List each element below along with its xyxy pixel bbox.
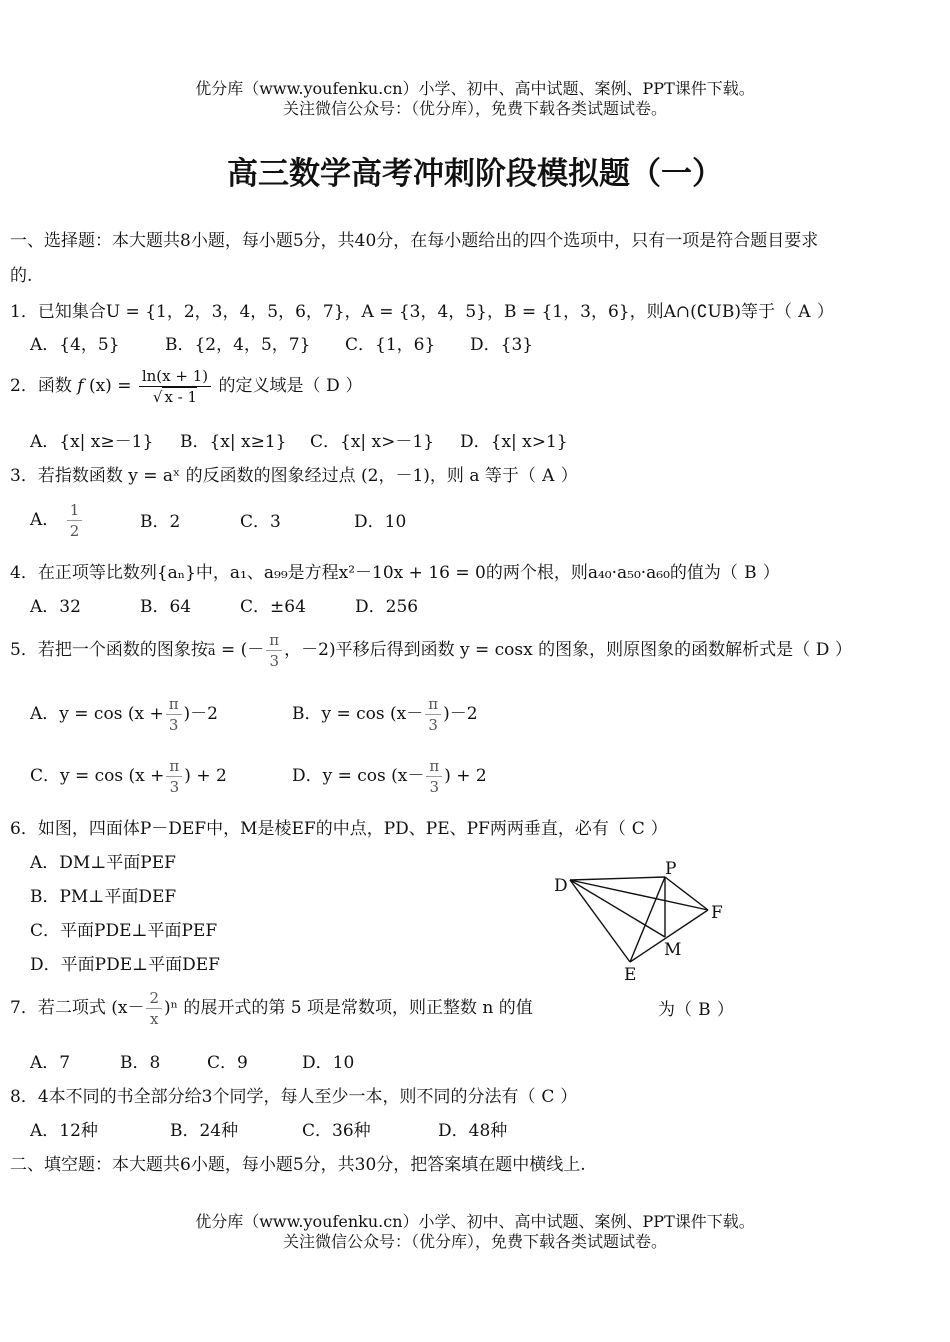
q5-stem-c: ，－2)平移后得到函数 y = cosx 的图象，则原图象的函数解析式是（ [284,640,811,660]
q2-fraction [139,366,211,407]
q4-option-c: C．±64 [240,597,306,617]
q7-denominator: x [146,1008,162,1029]
q7-stem-a: 7．若二项式 (x－ [10,998,145,1018]
q5-option-c-pre: C．y = cos (x + [30,766,165,786]
q5-option-d-three: 3 [426,776,442,797]
q1-stem-text: 1．已知集合U = {1，2，3，4，5，6，7}，A = {3，4，5}，B = {1，3，6}，则A∩(∁UB)等于（ [10,302,792,322]
q5-option-c-three: 3 [166,776,182,797]
q5-three: 3 [266,650,282,671]
q2-option-a: A．{x| x≥－1} [30,432,154,452]
q1-answer: A [798,302,811,322]
q3-option-d: D．10 [354,512,407,532]
q4-stem [10,562,780,584]
q1-stem-close: ） [816,302,834,322]
header-line-2: 关注微信公众号：（优分库），免费下载各类试题试卷。 [282,99,667,118]
q8-option-d: D．48种 [438,1121,508,1141]
q6-option-d: D．平面PDE⊥平面DEF [30,955,220,975]
q7-stem-close: ） [716,1000,734,1020]
q5-option-d [292,756,487,797]
q8-option-c: C．36种 [302,1121,371,1141]
q3-option-a-den: 2 [67,520,83,541]
q7-answer: B [698,1000,711,1020]
q8-stem-close: ） [560,1087,578,1107]
q2-fname: f [77,376,84,396]
q2-prefix: 2．函数 [10,376,72,396]
q5-stem [10,630,852,671]
q5-stem-close: ） [834,640,852,660]
header-line-1: 优分库（www.youfenku.cn）小学、初中、高中试题、案例、PPT课件下载。 [195,79,755,98]
q8-answer: C [541,1087,555,1107]
q3-answer: A [542,466,555,486]
q6-stem-text: 6．如图，四面体P－DEF中，M是棱EF的中点，PD、PE、PF两两垂直，必有（ [10,819,626,839]
q6-option-c: C．平面PDE⊥平面PEF [30,921,218,941]
q3-option-a [30,500,84,541]
q5-pi: π [269,631,280,649]
q5-option-b-three: 3 [425,714,441,735]
label-f: F [711,903,723,923]
q2-option-c: C．{x| x>－1} [310,432,435,452]
q7-fraction [146,988,162,1029]
q5-option-d-post: ) + 2 [444,766,487,786]
q5-option-a-fraction [166,694,182,735]
q4-option-d: D．256 [355,597,419,617]
q1-option-c: C．{1，6} [345,335,436,355]
q5-option-c-post: ) + 2 [184,766,227,786]
q1-option-a: A．{4，5} [30,335,120,355]
q8-stem-text: 8．4本不同的书全部分给3个同学，每人至少一本，则不同的分法有（ [10,1087,536,1107]
q5-option-b-post: )－2 [443,704,478,724]
q2-answer: D [326,376,340,396]
q2-option-d: D．{x| x>1} [460,432,568,452]
q8-option-b: B．24种 [170,1121,239,1141]
q5-option-a-post: )－2 [183,704,218,724]
q2-stem-close: ） [345,376,363,396]
q6-option-b: B．PM⊥平面DEF [30,887,177,907]
q3-option-a-fraction [67,500,83,541]
q7-stem [10,988,533,1029]
q5-option-a [30,694,218,735]
q6-stem-close: ） [650,819,668,839]
q3-stem-close: ） [560,466,578,486]
q4-stem-text: 4．在正项等比数列{aₙ}中，a₁、a₉₉是方程x²－10x + 16 = 0的两个根，则a₄₀·a₅₀·a₆₀的值为（ [10,563,738,583]
label-d: D [554,876,568,896]
q5-stem-b: = (－ [221,640,265,660]
q5-option-b-fraction [425,694,441,735]
q2-stem [10,366,362,407]
q2-denominator: √ x - 1 [139,386,211,407]
edge-dp [570,877,665,880]
q5-option-b-pi: π [428,695,439,713]
q7-option-c: C．9 [207,1053,248,1073]
page-title: 高三数学高考冲刺阶段模拟题（一） [227,156,723,192]
q5-option-d-pre: D．y = cos (x－ [292,766,425,786]
q3-option-a-label: A． [30,510,60,530]
q2-suffix: 的定义域是（ [218,376,321,396]
q7-option-a: A．7 [30,1053,71,1073]
q5-option-d-pi: π [429,757,440,775]
q6-answer: C [631,819,645,839]
footer-line-1: 优分库（www.youfenku.cn）小学、初中、高中试题、案例、PPT课件下载。 [195,1212,755,1231]
q5-option-c [30,756,227,797]
q3-option-c: C．3 [240,512,281,532]
q7-option-b: B．8 [120,1053,161,1073]
q3-option-a-num: 1 [69,501,80,519]
q3-stem-text: 3．若指数函数 y = aˣ 的反函数的图象经过点 (2，－1)，则 a 等于（ [10,466,536,486]
q8-option-a: A．12种 [30,1121,98,1141]
q7-option-d: D．10 [302,1053,355,1073]
q2-numerator: ln(x + 1) [141,367,209,385]
q5-option-c-pi: π [169,757,180,775]
label-m: M [664,940,682,960]
q8-stem [10,1086,577,1108]
q2-arg: (x) = [88,376,132,396]
q3-option-b: B．2 [140,512,181,532]
label-p: P [665,859,677,879]
q5-option-a-pre: A．y = cos (x + [30,704,164,724]
section2-heading: 二、填空题：本大题共6小题，每小题5分，共30分，把答案填在题中横线上. [10,1155,586,1175]
q5-option-b-pre: B．y = cos (x－ [292,704,424,724]
q7-stem-b: )ⁿ 的展开式的第 5 项是常数项，则正整数 n 的值 [164,998,533,1018]
q7-stem-tail [658,999,734,1021]
q7-numerator: 2 [149,989,159,1007]
q1-stem [10,301,834,323]
q5-option-b [292,694,478,735]
q7-stem-c: 为（ [658,1000,692,1020]
q5-option-a-pi: π [168,695,179,713]
q5-stem-a: 5．若把一个函数的图象按 [10,640,208,660]
edge-df [570,880,708,910]
footer-line-2: 关注微信公众号：（优分库），免费下载各类试题试卷。 [282,1232,667,1251]
edge-de [570,880,630,962]
q2-radicand: x - 1 [164,388,198,406]
q2-option-b: B．{x| x≥1} [180,432,287,452]
q6-tetrahedron-figure [545,852,735,987]
q5-option-d-fraction [426,756,442,797]
label-e: E [624,965,637,985]
q4-option-b: B．64 [140,597,192,617]
q6-stem [10,818,668,840]
q6-option-a: A．DM⊥平面PEF [30,853,176,873]
q4-option-a: A．32 [30,597,81,617]
q5-option-a-three: 3 [166,714,182,735]
q1-option-b: B．{2，4，5，7} [165,335,311,355]
q1-option-d: D．{3} [470,335,534,355]
section1-heading: 一、选择题：本大题共8小题，每小题5分，共40分，在每小题给出的四个选项中，只有一项是符合题目要求 [10,231,819,251]
q5-answer: D [815,640,830,660]
q5-vector-a: → a [208,644,216,659]
edge-dm [570,880,665,937]
q3-stem [10,465,578,487]
q5-fraction [266,630,282,671]
q4-stem-close: ） [762,563,780,583]
q4-answer: B [744,563,757,583]
q5-option-c-fraction [166,756,182,797]
section1-heading-cont: 的. [10,266,33,286]
